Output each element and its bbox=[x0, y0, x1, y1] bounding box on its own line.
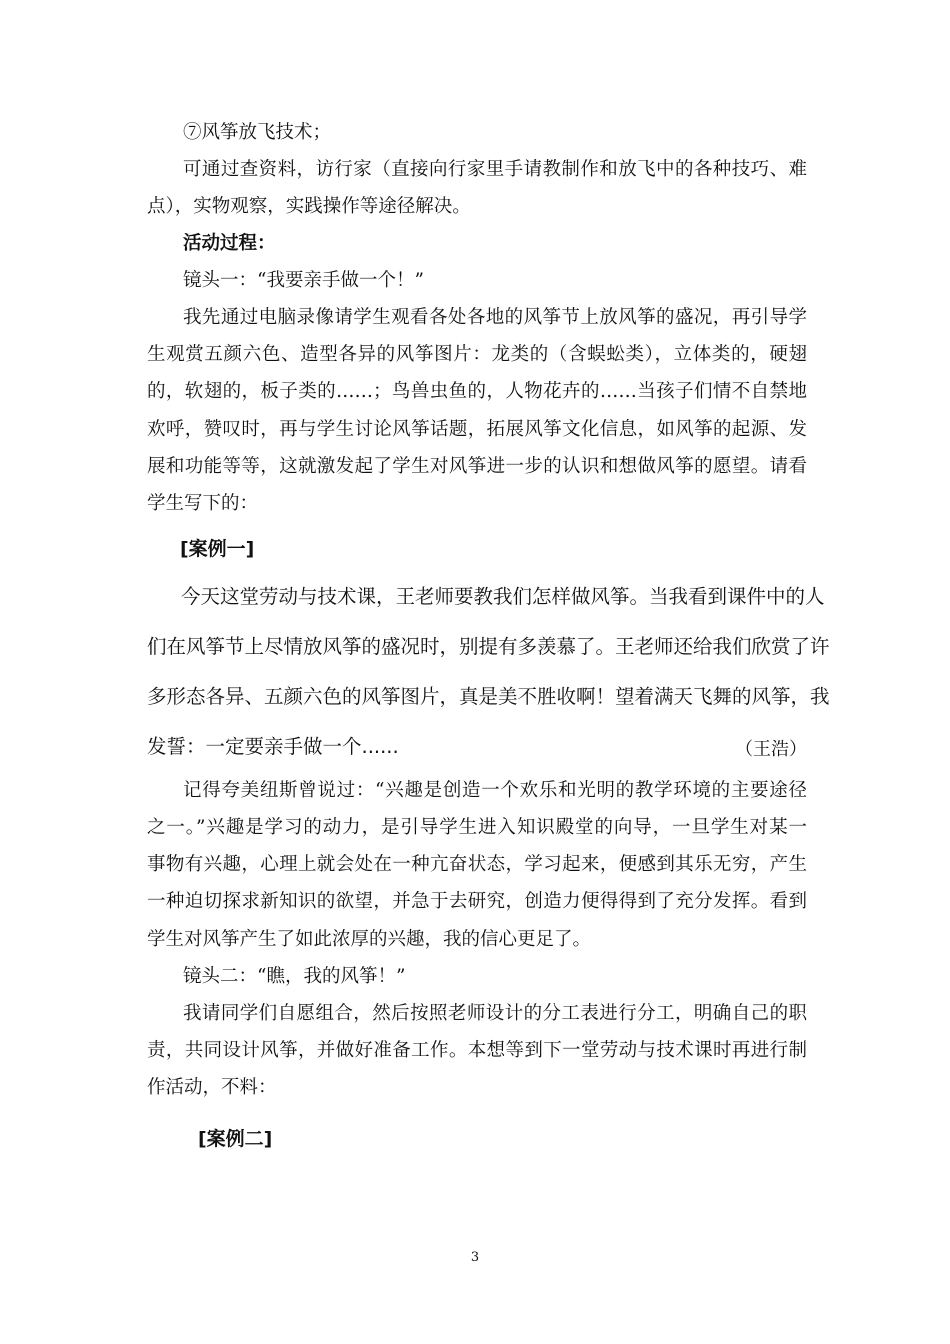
paragraph-line: 的，软翅的，板子类的……；鸟兽虫鱼的，人物花卉的……当孩子们情不自禁地 bbox=[147, 381, 807, 402]
page-number: 3 bbox=[470, 1250, 480, 1265]
paragraph-line: 我请同学们自愿组合，然后按照老师设计的分工表进行分工，明确自己的职 bbox=[183, 1003, 807, 1024]
shot-heading: 镜头一：“我要亲手做一个！” bbox=[183, 270, 424, 291]
case-one-title: [案例一] bbox=[180, 538, 255, 560]
case-one-line: 多形态各异、五颜六色的风筝图片，真是美不胜收啊！望着满天飞舞的风筝，我 bbox=[147, 685, 830, 708]
case-one-line: 今天这堂劳动与技术课，王老师要教我们怎样做风筝。当我看到课件中的人 bbox=[181, 585, 825, 608]
shot-heading: 镜头二：“瞧，我的风筝！” bbox=[183, 966, 406, 987]
case-two-title: [案例二] bbox=[198, 1128, 273, 1150]
paragraph-line: 之一。”兴趣是学习的动力，是引导学生进入知识殿堂的向导，一旦学生对某一 bbox=[147, 817, 807, 838]
case-one-author: （王浩） bbox=[735, 739, 807, 760]
paragraph-line: 学生对风筝产生了如此浓厚的兴趣，我的信心更足了。 bbox=[147, 929, 592, 950]
paragraph-line: 一种迫切探求新知识的欲望，并急于去研究，创造力便得得到了充分发挥。看到 bbox=[147, 891, 807, 912]
case-one-line: 发誓：一定要亲手做一个...... bbox=[147, 735, 399, 758]
paragraph-line: 事物有兴趣，心理上就会处在一种亢奋状态，学习起来，便感到其乐无穷，产生 bbox=[147, 854, 807, 875]
paragraph-line: 作活动，不料： bbox=[147, 1077, 277, 1098]
paragraph-line: 我先通过电脑录像请学生观看各处各地的风筝节上放风筝的盛况，再引导学 bbox=[183, 307, 807, 328]
paragraph-line: 记得夸美纽斯曾说过：“兴趣是创造一个欢乐和光明的教学环境的主要途径 bbox=[183, 780, 807, 801]
paragraph-line: 点），实物观察，实践操作等途径解决。 bbox=[147, 196, 471, 217]
paragraph-line: 可通过查资料，访行家（直接向行家里手请教制作和放飞中的各种技巧、难 bbox=[183, 159, 807, 180]
paragraph-line: 学生写下的： bbox=[147, 493, 259, 514]
paragraph-line: 责，共同设计风筝，并做好准备工作。本想等到下一堂劳动与技术课时再进行制 bbox=[147, 1040, 807, 1061]
paragraph-line: 展和功能等等，这就激发起了学生对风筝进一步的认识和想做风筝的愿望。请看 bbox=[147, 456, 807, 477]
paragraph-line: 生观赏五颜六色、造型各异的风筝图片：龙类的（含蜈蚣类），立体类的，硬翅 bbox=[147, 344, 807, 365]
section-heading: 活动过程： bbox=[183, 233, 276, 254]
paragraph-line: 欢呼，赞叹时，再与学生讨论风筝话题，拓展风筝文化信息，如风筝的起源、发 bbox=[147, 419, 807, 440]
case-one-line: 们在风筝节上尽情放风筝的盛况时，别提有多羡慕了。王老师还给我们欣赏了许 bbox=[147, 635, 830, 658]
paragraph-line: ⑦风筝放飞技术； bbox=[183, 122, 332, 143]
